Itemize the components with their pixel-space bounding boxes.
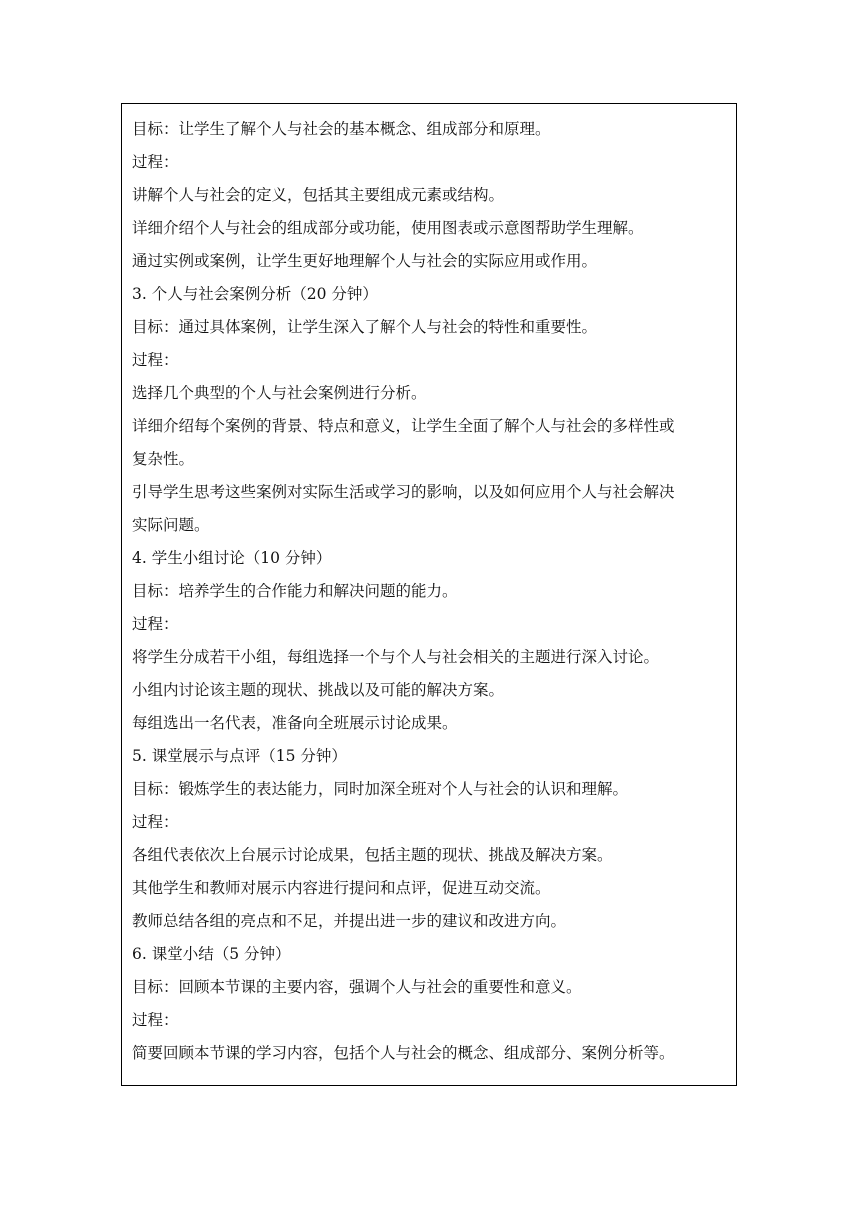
process-item: 详细介绍每个案例的背景、特点和意义，让学生全面了解个人与社会的多样性或 — [132, 417, 675, 435]
section-heading: 5. 课堂展示与点评（15 分钟） — [132, 747, 347, 765]
goal-line: 目标：锻炼学生的表达能力，同时加深全班对个人与社会的认识和理解。 — [132, 780, 629, 798]
process-item: 详细介绍个人与社会的组成部分或功能，使用图表或示意图帮助学生理解。 — [132, 219, 644, 237]
process-label: 过程： — [132, 153, 179, 171]
process-item: 引导学生思考这些案例对实际生活或学习的影响，以及如何应用个人与社会解决 — [132, 483, 675, 501]
table-cell-frame — [121, 103, 737, 1086]
process-label: 过程： — [132, 813, 179, 831]
process-item: 教师总结各组的亮点和不足，并提出进一步的建议和改进方向。 — [132, 912, 567, 930]
process-item: 将学生分成若干小组，每组选择一个与个人与社会相关的主题进行深入讨论。 — [132, 648, 660, 666]
goal-line: 目标：通过具体案例，让学生深入了解个人与社会的特性和重要性。 — [132, 318, 598, 336]
process-item: 通过实例或案例，让学生更好地理解个人与社会的实际应用或作用。 — [132, 252, 598, 270]
process-label: 过程： — [132, 1011, 179, 1029]
process-item: 其他学生和教师对展示内容进行提问和点评，促进互动交流。 — [132, 879, 551, 897]
process-item: 各组代表依次上台展示讨论成果，包括主题的现状、挑战及解决方案。 — [132, 846, 613, 864]
process-label: 过程： — [132, 615, 179, 633]
process-item-continued: 复杂性。 — [132, 450, 195, 468]
section-heading: 6. 课堂小结（5 分钟） — [132, 945, 291, 963]
goal-line: 目标：回顾本节课的主要内容，强调个人与社会的重要性和意义。 — [132, 978, 582, 996]
process-item-continued: 实际问题。 — [132, 516, 210, 534]
process-label: 过程： — [132, 351, 179, 369]
section-heading: 3. 个人与社会案例分析（20 分钟） — [132, 285, 378, 303]
goal-line: 目标：让学生了解个人与社会的基本概念、组成部分和原理。 — [132, 120, 551, 138]
process-item: 简要回顾本节课的学习内容，包括个人与社会的概念、组成部分、案例分析等。 — [132, 1044, 675, 1062]
process-item: 选择几个典型的个人与社会案例进行分析。 — [132, 384, 427, 402]
section-heading: 4. 学生小组讨论（10 分钟） — [132, 549, 332, 567]
process-item: 讲解个人与社会的定义，包括其主要组成元素或结构。 — [132, 186, 505, 204]
process-item: 小组内讨论该主题的现状、挑战以及可能的解决方案。 — [132, 681, 505, 699]
process-item: 每组选出一名代表，准备向全班展示讨论成果。 — [132, 714, 458, 732]
goal-line: 目标：培养学生的合作能力和解决问题的能力。 — [132, 582, 458, 600]
